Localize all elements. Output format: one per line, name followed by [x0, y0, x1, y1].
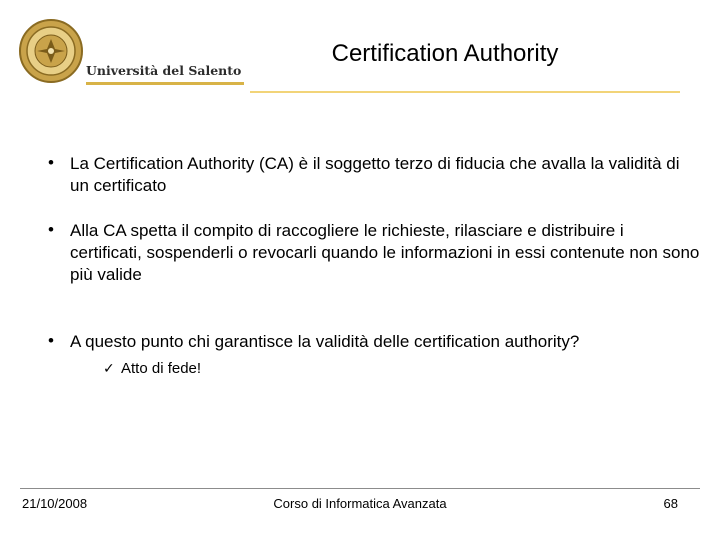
sub-bullet — [103, 358, 201, 379]
logo-underline — [86, 82, 244, 85]
university-name: Università del Salento — [86, 63, 242, 78]
bullet-marker: • — [48, 220, 54, 239]
bullet-marker: • — [48, 153, 54, 172]
checkmark-icon: ✓ — [103, 360, 115, 376]
slide-title: Certification Authority — [331, 40, 559, 67]
footer-date: 21/10/2008 — [22, 496, 88, 511]
university-seal-icon — [18, 18, 84, 84]
sub-bullet-text: Atto di fede! — [121, 360, 202, 377]
university-logo — [18, 18, 248, 90]
bullet-text: Alla CA spetta il compito di raccogliere le richieste, rilasciare e distribuire i certificati, sospenderli o revocarli quando le informazioni in essi contenute non sono più valide — [70, 221, 700, 284]
page-number: 68 — [663, 496, 678, 511]
bullet-text: A questo punto chi garantisce la validità delle certification authority? — [70, 332, 580, 351]
bullet-text: La Certification Authority (CA) è il soggetto terzo di fiducia che avalla la validità di un certificato — [70, 154, 680, 195]
title-divider — [250, 91, 680, 93]
footer-divider — [20, 488, 700, 489]
bullet-marker: • — [48, 331, 54, 350]
footer-course: Corso di Informatica Avanzata — [273, 496, 447, 511]
